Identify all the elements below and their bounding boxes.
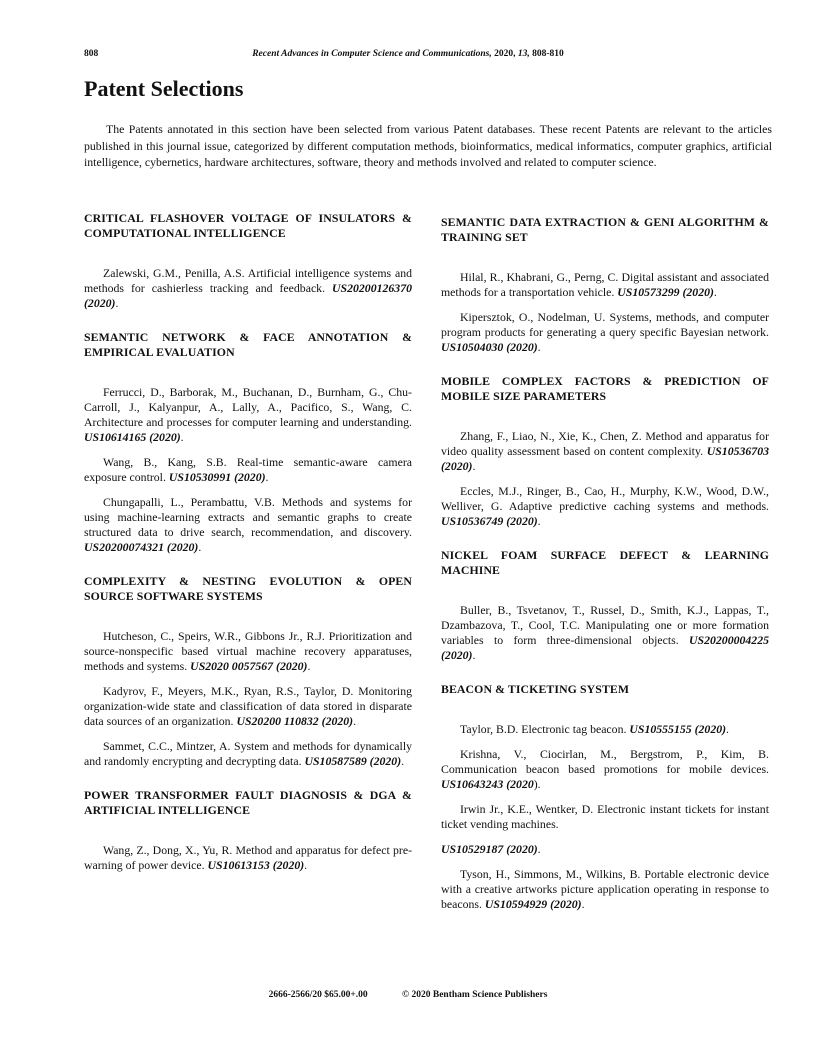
page-number: 808 bbox=[84, 49, 99, 59]
entry-spacer bbox=[441, 737, 769, 747]
entry-text: Ferrucci, D., Barborak, M., Buchanan, D., Burnham, G., Chu-Carroll, J., Kalyanpur, A., Lally, A., Pacifico, S., Wang, C. Architecture and processes for computer learning and understanding. bbox=[84, 385, 412, 429]
patent-number: US10529187 (2020) bbox=[441, 842, 538, 856]
entry-spacer bbox=[441, 300, 769, 310]
patent-number: US10573299 (2020) bbox=[617, 285, 714, 299]
patent-number: US10504030 (2020) bbox=[441, 340, 538, 354]
entry-punct: . bbox=[304, 858, 308, 872]
entry-punct: . bbox=[307, 659, 311, 673]
patent-number: US20200004225 (2020) bbox=[441, 633, 769, 662]
journal-pages: 808-810 bbox=[532, 49, 564, 59]
entry-punct: . bbox=[180, 430, 184, 444]
patent-entry bbox=[441, 603, 769, 663]
heading-spacer bbox=[441, 245, 769, 270]
entry-text: Tyson, H., Simmons, M., Wilkins, B. Portable electronic device with a creative artworks picture application operating in response to beacons. bbox=[441, 867, 769, 911]
entry-punct: . bbox=[537, 340, 541, 354]
patent-entry bbox=[84, 495, 412, 555]
section-heading: CRITICAL FLASHOVER VOLTAGE OF INSULATORS & COMPUTATIONAL INTELLIGENCE bbox=[84, 211, 412, 240]
patent-entry bbox=[441, 867, 769, 912]
patent-number: US10536749 (2020) bbox=[441, 514, 538, 528]
section-spacer bbox=[441, 529, 769, 548]
journal-name: Recent Advances in Computer Science and Communications, bbox=[252, 49, 492, 59]
patent-number: US20200074321 (2020) bbox=[84, 540, 199, 554]
entry-spacer bbox=[84, 485, 412, 495]
intro-paragraph: The Patents annotated in this section have been selected from various Patent databases. These recent Patents are relevant to the articles published in this journal issue, categorized by different computation methods, bioinformatics, medical informatics, computer graphics, artificial intelligence, cybernetics, hardware architectures, software, theory and methods involved and related to computer science. bbox=[84, 122, 772, 169]
patent-entry bbox=[84, 385, 412, 445]
entry-text: Zalewski, G.M., Penilla, A.S. Artificial intelligence systems and methods for cashierless tracking and feedback. bbox=[84, 266, 412, 295]
entry-punct: . bbox=[537, 842, 541, 856]
issn-price: 2666-2566/20 $65.00+.00 bbox=[268, 990, 368, 1000]
patent-number: US10536703 (2020) bbox=[441, 444, 769, 473]
entry-punct: . bbox=[401, 754, 405, 768]
patent-entry bbox=[441, 802, 769, 832]
heading-spacer bbox=[84, 818, 412, 843]
entry-spacer bbox=[84, 674, 412, 684]
entry-spacer bbox=[84, 445, 412, 455]
section-heading: SEMANTIC DATA EXTRACTION & GENI ALGORITHM & TRAINING SET bbox=[441, 215, 769, 244]
entry-punct: . bbox=[726, 722, 729, 736]
heading-spacer bbox=[84, 604, 412, 629]
entry-text: Kipersztok, O., Nodelman, U. Systems, methods, and computer program products for generating a query specific Bayesian network. bbox=[441, 310, 769, 339]
section-spacer bbox=[441, 663, 769, 682]
entry-spacer bbox=[441, 474, 769, 484]
entry-spacer bbox=[441, 857, 769, 867]
entry-punct: . bbox=[472, 459, 476, 473]
section-heading: POWER TRANSFORMER FAULT DIAGNOSIS & DGA & ARTIFICIAL INTELLIGENCE bbox=[84, 788, 412, 817]
section-heading: MOBILE COMPLEX FACTORS & PREDICTION OF MOBILE SIZE PARAMETERS bbox=[441, 374, 769, 403]
heading-spacer bbox=[441, 404, 769, 429]
section-spacer bbox=[441, 355, 769, 374]
entry-spacer bbox=[84, 729, 412, 739]
entry-text: Hilal, R., Khabrani, G., Perng, C. Digital assistant and associated methods for a transportation vehicle. bbox=[441, 270, 769, 299]
page-title: Patent Selections bbox=[84, 76, 244, 101]
section-spacer bbox=[84, 769, 412, 788]
section-heading: COMPLEXITY & NESTING EVOLUTION & OPEN SOURCE SOFTWARE SYSTEMS bbox=[84, 574, 412, 603]
entry-punct: . bbox=[472, 648, 476, 662]
entry-text: Krishna, V., Ciocirlan, M., Bergstrom, P., Kim, B. Communication beacon based promotions for mobile devices. bbox=[441, 747, 769, 776]
patent-entry bbox=[441, 722, 769, 737]
entry-text: Wang, Z., Dong, X., Yu, R. Method and apparatus for defect pre-warning of power device. bbox=[84, 843, 412, 872]
heading-spacer bbox=[441, 578, 769, 603]
entry-text: Zhang, F., Liao, N., Xie, K., Chen, Z. Method and apparatus for video quality assessment based on content complexity. bbox=[441, 429, 769, 458]
entry-text: Eccles, M.J., Ringer, B., Cao, H., Murphy, K.W., Wood, D.W., Welliver, G. Adaptive predictive caching systems and methods. bbox=[441, 484, 769, 513]
entry-punct: . bbox=[713, 285, 717, 299]
entry-text: Taylor, B.D. Electronic tag beacon. bbox=[460, 722, 630, 736]
entry-text: Kadyrov, F., Meyers, M.K., Ryan, R.S., Taylor, D. Monitoring organization-wide state and classification of data stored in disparate data sources of an organization. bbox=[84, 684, 412, 728]
patent-entry bbox=[441, 747, 769, 792]
patent-entry bbox=[84, 739, 412, 769]
entry-spacer bbox=[441, 832, 769, 842]
entry-punct: . bbox=[537, 514, 541, 528]
section-heading: SEMANTIC NETWORK & FACE ANNOTATION & EMPIRICAL EVALUATION bbox=[84, 330, 412, 359]
patent-number: US10587589 (2020) bbox=[304, 754, 402, 768]
patent-number: US10530991 (2020) bbox=[168, 470, 266, 484]
patent-entry bbox=[441, 429, 769, 474]
entry-punct: . bbox=[353, 714, 357, 728]
entry-text: Wang, B., Kang, S.B. Real-time semantic-aware camera exposure control. bbox=[84, 455, 412, 484]
entry-text: Irwin Jr., K.E., Wentker, D. Electronic instant tickets for instant ticket vending machines. bbox=[441, 802, 769, 831]
heading-spacer bbox=[84, 241, 412, 266]
entry-text: Buller, B., Tsvetanov, T., Russel, D., Smith, K.J., Lappas, T., Dzambazova, T., Cool, T.C. Manipulating one or more formation variables to form three-dimensional objects. bbox=[441, 603, 769, 647]
right-column bbox=[441, 211, 769, 912]
patent-number: US10555155 (2020) bbox=[629, 722, 727, 736]
entry-text: Hutcheson, C., Speirs, W.R., Gibbons Jr., R.J. Prioritization and source-nonspecific based virtual machine recovery apparatuses, methods and systems. bbox=[84, 629, 412, 673]
journal-year: 2020, bbox=[494, 49, 516, 59]
patent-number: US10643243 (2020 bbox=[441, 777, 534, 791]
patent-number: US20200126370 (2020) bbox=[84, 281, 412, 310]
entry-punct: ). bbox=[533, 777, 541, 791]
patent-number: US10614165 (2020) bbox=[84, 430, 181, 444]
section-heading: NICKEL FOAM SURFACE DEFECT & LEARNING MACHINE bbox=[441, 548, 769, 577]
entry-punct: . bbox=[581, 897, 585, 911]
patent-number: US10594929 (2020) bbox=[484, 897, 582, 911]
patent-entry bbox=[84, 684, 412, 729]
entry-text: Chungapalli, L., Perambattu, V.B. Methods and systems for using machine-learning extracts and semantic graphs to create structured data to drive search, recommendation, and discovery. bbox=[84, 495, 412, 539]
patent-entry bbox=[84, 629, 412, 674]
section-spacer bbox=[84, 555, 412, 574]
journal-citation bbox=[84, 48, 732, 60]
entry-text: Sammet, C.C., Mintzer, A. System and methods for dynamically and randomly encrypting and decrypting data. bbox=[84, 739, 412, 768]
heading-spacer bbox=[84, 360, 412, 385]
patent-entry bbox=[441, 842, 769, 857]
section-heading: BEACON & TICKETING SYSTEM bbox=[441, 682, 630, 696]
patent-entry bbox=[84, 455, 412, 485]
patent-number: US2020 0057567 (2020) bbox=[190, 659, 308, 673]
patent-number: US20200 110832 (2020) bbox=[236, 714, 354, 728]
copyright: © 2020 Bentham Science Publishers bbox=[402, 990, 548, 1000]
patent-number: US10613153 (2020) bbox=[207, 858, 305, 872]
left-column bbox=[84, 211, 412, 873]
patent-entry bbox=[441, 270, 769, 300]
journal-volume: 13, bbox=[517, 49, 530, 59]
patent-entry bbox=[84, 843, 412, 873]
section-spacer bbox=[84, 311, 412, 330]
page-footer bbox=[0, 989, 816, 1001]
entry-punct: . bbox=[198, 540, 202, 554]
patent-entry bbox=[84, 266, 412, 311]
patent-entry bbox=[441, 484, 769, 529]
heading-spacer bbox=[441, 697, 769, 722]
entry-punct: . bbox=[265, 470, 269, 484]
patent-entry bbox=[441, 310, 769, 355]
entry-punct: . bbox=[115, 296, 119, 310]
entry-spacer bbox=[441, 792, 769, 802]
